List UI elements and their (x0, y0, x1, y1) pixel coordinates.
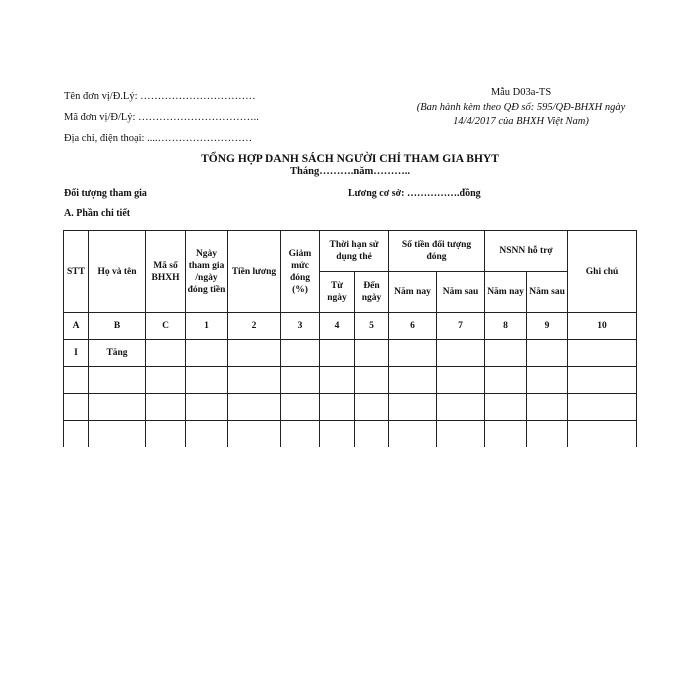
table-cell (281, 367, 320, 394)
table-cell (281, 394, 320, 421)
header-bhxh-code-line: Mã số (153, 260, 178, 271)
table-cell (64, 367, 89, 394)
table-cell (320, 394, 355, 421)
table-cell (228, 340, 281, 367)
header-paid-amount-line: đóng (426, 252, 447, 262)
header-paid-this-year: Năm nay (389, 272, 437, 313)
table-row (64, 394, 637, 421)
table-cell (527, 340, 568, 367)
table-cell (320, 367, 355, 394)
table-cell (568, 421, 637, 448)
column-code-row (64, 313, 637, 340)
table-cell (320, 421, 355, 448)
header-reduction-line: đóng (289, 272, 311, 283)
header-to-date-line: ngày (361, 293, 382, 303)
header-stt: STT (64, 231, 89, 313)
table-row (64, 421, 637, 448)
table-cell (437, 421, 485, 448)
header-join-date-line: đóng tiền (187, 284, 226, 295)
table-cell (389, 421, 437, 448)
table-cell (437, 394, 485, 421)
header-card-validity-line: Thời hạn sử (329, 240, 379, 250)
header-join-date-line: Ngày (195, 248, 218, 259)
header-card-validity-line: dụng thẻ (336, 252, 372, 262)
column-code: 10 (568, 313, 637, 340)
table-cell (228, 421, 281, 448)
header-from-date-line: Từ (330, 281, 344, 291)
header-paid-amount (389, 231, 485, 272)
table-row (64, 340, 637, 367)
table-cell (146, 394, 186, 421)
table-row (64, 367, 637, 394)
table-cell (186, 394, 228, 421)
header-full-name: Họ và tên (89, 231, 146, 313)
table-cell (485, 367, 527, 394)
table-cell (568, 340, 637, 367)
header-join-date (186, 231, 228, 313)
header-from-date-line: ngày (327, 293, 347, 303)
month-year-line: Tháng……….năm……….. (290, 166, 410, 177)
table-cell (389, 340, 437, 367)
row-index: I (64, 340, 89, 367)
table-cell (389, 394, 437, 421)
table-cell (389, 367, 437, 394)
header-to-date-line: Đến (363, 281, 380, 291)
column-code: 1 (186, 313, 228, 340)
header-state-support: NSNN hỗ trợ (485, 231, 568, 272)
unit-info (64, 86, 259, 149)
column-code: B (89, 313, 146, 340)
table-cell (146, 421, 186, 448)
column-code: 7 (437, 313, 485, 340)
header-state-next-year: Năm sau (527, 272, 568, 313)
header-paid-amount-line: Số tiền đối tượng (401, 240, 472, 250)
unit-code-line: Mã đơn vị/Đ/Lý: …………………………….. (64, 112, 259, 123)
header-from-date (320, 272, 355, 313)
table-cell (355, 394, 389, 421)
table-cell (320, 340, 355, 367)
table-cell (355, 367, 389, 394)
row-label: Tăng (89, 340, 146, 367)
column-code: 5 (355, 313, 389, 340)
table-cell (568, 367, 637, 394)
participant-label: Đối tượng tham gia (64, 188, 147, 199)
table-cell (186, 421, 228, 448)
table-cell (146, 340, 186, 367)
table-cell (568, 394, 637, 421)
column-code: 4 (320, 313, 355, 340)
header-reduction-line: (%) (292, 284, 308, 295)
table-cell (186, 367, 228, 394)
table-cell (527, 421, 568, 448)
header-join-date-line: tham gia (188, 260, 225, 271)
table-cell (437, 367, 485, 394)
page-title: TỔNG HỢP DANH SÁCH NGƯỜI CHỈ THAM GIA BHYT (201, 153, 499, 165)
table-cell (437, 340, 485, 367)
table-cell (64, 421, 89, 448)
table-cell (228, 367, 281, 394)
column-code: 2 (228, 313, 281, 340)
table-cell (228, 394, 281, 421)
table-cell (355, 340, 389, 367)
table-cell (527, 394, 568, 421)
table-cell (89, 421, 146, 448)
header-reduction (281, 231, 320, 313)
header-bhxh-code-line: BHXH (151, 272, 180, 283)
table-cell (485, 394, 527, 421)
issued-by-line-1: (Ban hành kèm theo QĐ số: 595/QĐ-BHXH ngày (416, 102, 626, 113)
header-join-date-line: /ngày (195, 272, 218, 283)
header-salary: Tiền lương (228, 231, 281, 313)
header-paid-next-year: Năm sau (437, 272, 485, 313)
table-cell (89, 367, 146, 394)
form-code: Mẫu D03a-TS (490, 87, 552, 98)
column-code: 6 (389, 313, 437, 340)
column-code: 3 (281, 313, 320, 340)
table-cell (485, 421, 527, 448)
participants-table (63, 230, 637, 447)
header-bhxh-code (146, 231, 186, 313)
table-cell (89, 394, 146, 421)
header-reduction-line: mức (291, 260, 309, 271)
table-cell (485, 340, 527, 367)
issued-by-line-2: 14/4/2017 của BHXH Việt Nam) (453, 116, 589, 127)
header-reduction-line: Giảm (288, 248, 312, 259)
section-a-heading: A. Phần chi tiết (64, 208, 131, 219)
address-line: Địa chỉ, điện thoại: ....……………………… (64, 133, 253, 144)
form-info (406, 86, 636, 129)
column-code: C (146, 313, 186, 340)
column-code: 8 (485, 313, 527, 340)
column-code: 9 (527, 313, 568, 340)
header-state-this-year: Năm nay (485, 272, 527, 313)
unit-name-line: Tên đơn vị/Đ.Lý: …………………………… (64, 91, 256, 102)
table-cell (281, 421, 320, 448)
table-cell (527, 367, 568, 394)
table-cell (186, 340, 228, 367)
table-cell (281, 340, 320, 367)
table-cell (355, 421, 389, 448)
header-card-validity (320, 231, 389, 272)
table-cell (64, 394, 89, 421)
header-to-date (355, 272, 389, 313)
column-code: A (64, 313, 89, 340)
header-note: Ghi chú (568, 231, 637, 313)
table-cell (146, 367, 186, 394)
base-salary-line: Lương cơ sở: …………….đồng (348, 188, 481, 199)
